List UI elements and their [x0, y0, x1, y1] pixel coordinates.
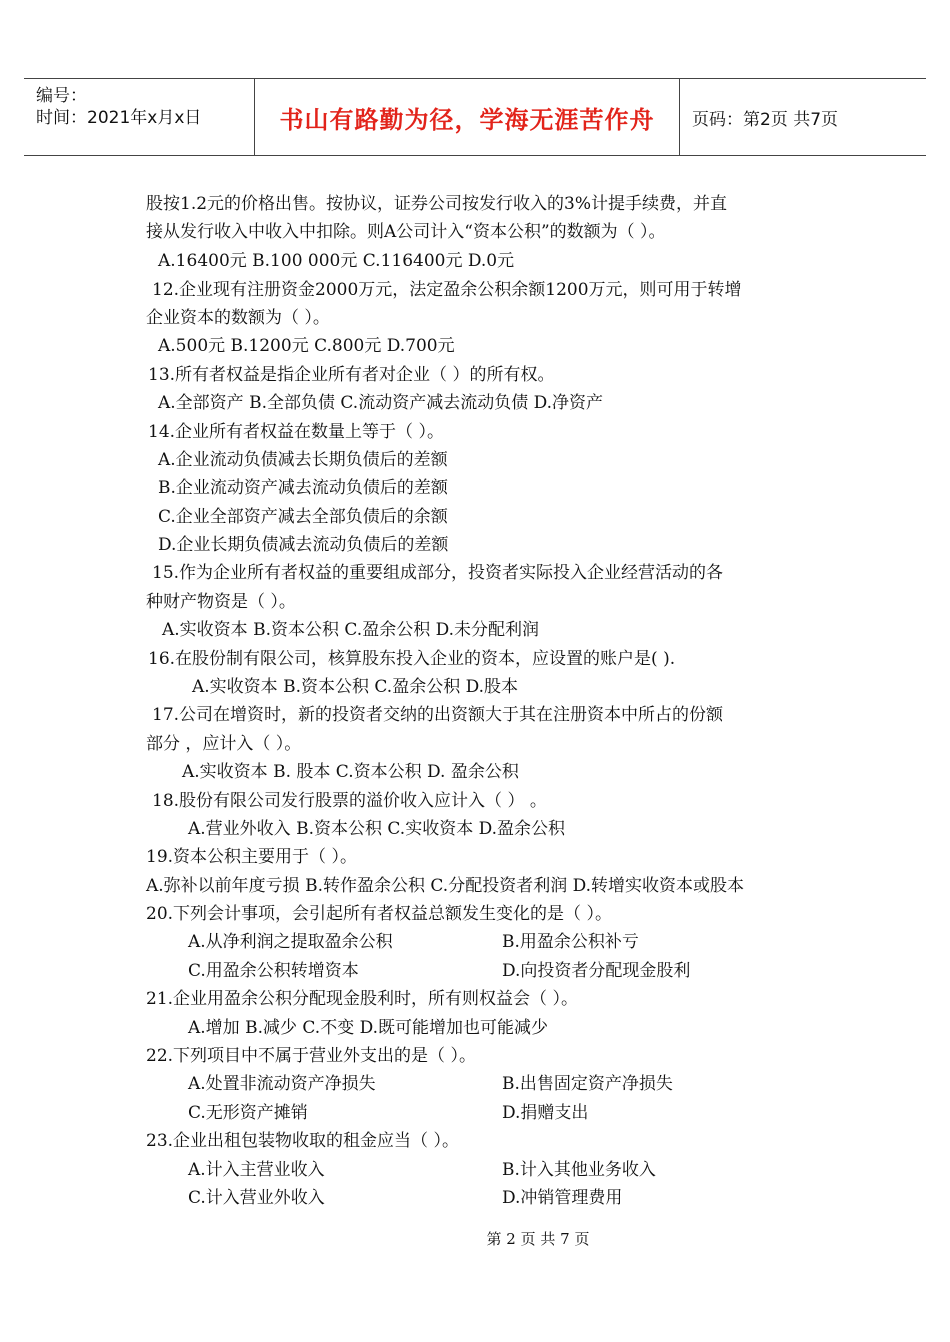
text-line: A.弥补以前年度亏损 B.转作盈余公积 C.分配投资者利润 D.转增实收资本或股本: [146, 876, 745, 896]
text-line: 23.企业出租包装物收取的租金应当（ ）。: [146, 1131, 459, 1151]
text-line: 18.股份有限公司发行股票的溢价收入应计入（ ） 。: [152, 791, 547, 811]
text-line: 14.企业所有者权益在数量上等于（ ）。: [148, 422, 444, 442]
text-line: C.无形资产摊销: [188, 1103, 308, 1123]
text-line: D.冲销管理费用: [502, 1188, 623, 1208]
text-line: B.计入其他业务收入: [502, 1160, 656, 1180]
text-line: 19.资本公积主要用于（ ）。: [146, 847, 357, 867]
text-line: A.增加 B.减少 C.不变 D.既可能增加也可能减少: [188, 1018, 549, 1038]
text-line: 股按1.2元的价格出售。按协议，证券公司按发行收入的3%计提手续费，并直: [146, 194, 728, 214]
header-motto-cell: [254, 79, 680, 155]
text-line: D.企业长期负债减去流动负债后的差额: [158, 535, 449, 555]
text-line: 20.下列会计事项，会引起所有者权益总额发生变化的是（ ）。: [146, 904, 612, 924]
text-line: B.用盈余公积补亏: [502, 932, 639, 952]
text-line: A.计入主营业收入: [188, 1160, 325, 1180]
text-line: 15.作为企业所有者权益的重要组成部分，投资者实际投入企业经营活动的各: [152, 563, 724, 583]
text-line: 12.企业现有注册资金2000万元，法定盈余公积余额1200万元，则可用于转增: [152, 280, 742, 300]
text-line: D.向投资者分配现金股利: [502, 961, 691, 981]
header-meta: [24, 79, 254, 155]
text-line: A.实收资本 B. 股本 C.资本公积 D. 盈余公积: [182, 762, 519, 782]
serial-number-label: 编号：: [36, 86, 87, 106]
text-line: A.营业外收入 B.资本公积 C.实收资本 D.盈余公积: [188, 819, 566, 839]
text-line: A.全部资产 B.全部负债 C.流动资产减去流动负债 D.净资产: [158, 393, 604, 413]
text-line: A.500元 B.1200元 C.800元 D.700元: [158, 336, 455, 356]
motto-text: 书山有路勤为径，学海无涯苦作舟: [279, 105, 655, 134]
text-line: A.处置非流动资产净损失: [188, 1074, 376, 1094]
text-line: 17.公司在增资时，新的投资者交纳的出资额大于其在注册资本中所占的份额: [152, 705, 724, 725]
text-line: C.企业全部资产减去全部负债后的余额: [158, 507, 448, 527]
text-line: C.计入营业外收入: [188, 1188, 325, 1208]
document-header: [24, 78, 926, 156]
header-page-info: [680, 79, 926, 155]
text-line: 种财产物资是（ ）。: [146, 592, 296, 612]
text-line: C.用盈余公积转增资本: [188, 961, 359, 981]
text-line: D.捐赠支出: [502, 1103, 589, 1123]
text-line: A.企业流动负债减去长期负债后的差额: [158, 450, 448, 470]
text-line: 21.企业用盈余公积分配现金股利时，所有则权益会（ ）。: [146, 989, 578, 1009]
text-line: 接从发行收入中收入中扣除。则A公司计入“资本公积”的数额为（ ）。: [146, 222, 666, 242]
text-line: A.16400元 B.100 000元 C.116400元 D.0元: [158, 251, 515, 271]
text-line: 部分 ，应计入（ ）。: [146, 734, 302, 754]
text-line: 22.下列项目中不属于营业外支出的是（ ）。: [146, 1046, 476, 1066]
footer-page-number: 第 2 页 共 7 页: [486, 1230, 590, 1248]
text-line: A.从净利润之提取盈余公积: [188, 932, 393, 952]
text-line: 16.在股份制有限公司，核算股东投入企业的资本，应设置的账户是( ).: [148, 649, 676, 669]
text-line: 企业资本的数额为（ ）。: [146, 308, 330, 328]
text-line: 13.所有者权益是指企业所有者对企业（ ）的所有权。: [148, 365, 555, 385]
page-info-text: 页码：第2页 共7页: [692, 109, 839, 130]
page-footer: [0, 1228, 950, 1249]
text-line: A.实收资本 B.资本公积 C.盈余公积 D.股本: [192, 677, 519, 697]
time-label: 时间：2021年x月x日: [36, 108, 202, 128]
text-line: A.实收资本 B.资本公积 C.盈余公积 D.未分配利润: [162, 620, 540, 640]
text-line: B.企业流动资产减去流动负债后的差额: [158, 478, 448, 498]
text-line: B.出售固定资产净损失: [502, 1074, 673, 1094]
